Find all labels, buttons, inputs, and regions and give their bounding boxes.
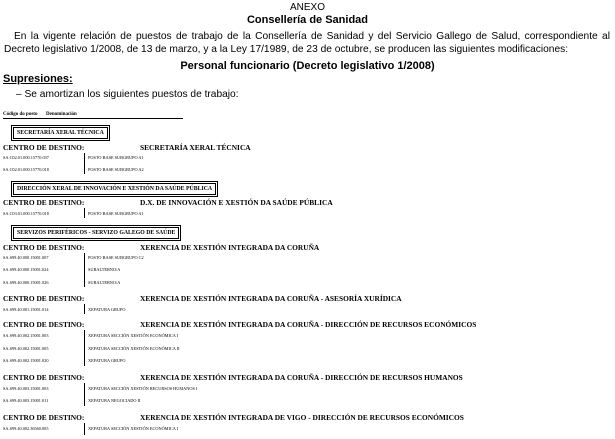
centre-name: XERENCIA DE XESTIÓN INTEGRADA DA CORUÑA - DIRECCIÓN DE RECURSOS ECONÓMICOS (140, 320, 477, 329)
centre-label: CENTRO DE DESTINO: (3, 294, 85, 303)
section-title: Personal funcionario (Decreto legislativo 1/2008) (180, 60, 435, 72)
centre-label: CENTRO DE DESTINO: (3, 143, 85, 152)
centre-name: XERENCIA DE XESTIÓN INTEGRADA DA CORUÑA - ASESORÍA XURÍDICA (140, 294, 402, 303)
unit-box-innovacion: DIRECCIÓN XERAL DE INNOVACIÓN E XESTIÓN DA SAÚDE PÚBLICA (13, 183, 216, 195)
column-separator (84, 304, 85, 314)
post-code: SA.S99.40.002.15001.003 (3, 333, 49, 338)
post-name: POSTO BASE SUBGRUPO A1 (88, 155, 144, 160)
post-name: SUBALTERNO/A (88, 280, 121, 285)
column-separator (84, 153, 85, 174)
centre-name: SECRETARÍA XERAL TÉCNICA (140, 143, 251, 152)
post-name: POSTO BASE SUBGRUPO C2 (88, 255, 144, 260)
centre-label: CENTRO DE DESTINO: (3, 373, 85, 382)
column-header-code: Código do posto (3, 112, 38, 117)
column-separator (84, 383, 85, 406)
post-code: SA.S99.40.002.15001.020 (3, 358, 49, 363)
post-code: SA.S99.40.002.36560.005 (3, 426, 49, 431)
centre-name: XERENCIA DE XESTIÓN INTEGRADA DA CORUÑA - DIRECCIÓN DE RECURSOS HUMANOS (140, 373, 463, 382)
post-name: SUBALTERNO/A (88, 267, 121, 272)
centre-name: XERENCIA DE XESTIÓN INTEGRADA DE VIGO - DIRECCIÓN DE RECURSOS ECONÓMICOS (140, 413, 464, 422)
post-code: SA.S99.40.001.15001.014 (3, 307, 49, 312)
post-code: SA.S99.40.000.15001.024 (3, 267, 49, 272)
post-name: XEFATURA GRUPO (88, 358, 126, 363)
centre-label: CENTRO DE DESTINO: (3, 413, 85, 422)
centre-label: CENTRO DE DESTINO: (3, 320, 85, 329)
column-separator (84, 423, 85, 435)
post-code: SA.C02.01.000.15770.018 (3, 167, 49, 172)
column-header-rule (3, 118, 183, 119)
post-code: SA.S99.40.000.15001.007 (3, 255, 49, 260)
post-code: SA.C03.01.000.15770.018 (3, 211, 49, 216)
column-separator (84, 330, 85, 366)
intro-paragraph: En la vigente relación de puestos de trabajo de la Consellería de Sanidad y del Servicio Gallego de Salud, correspondiente al Decreto legislativo 1/2008, de 13 de marzo, y a la Ley 17/1989, de 23 de octubre, se producen las siguientes modificaciones: (4, 31, 610, 55)
post-name: XEFATURA GRUPO (88, 307, 126, 312)
post-name: XEFATURA SECCIÓN XESTIÓN ECONÓMICA I (88, 426, 179, 431)
post-name: POSTO BASE SUBGRUPO A2 (88, 167, 144, 172)
annex-title: ANEXO (289, 2, 325, 13)
post-name: XEFATURA SECCIÓN XESTIÓN ECONÓMICA II (88, 346, 180, 351)
centre-name: D.X. DE INNOVACIÓN E XESTIÓN DA SAÚDE PÚBLICA (140, 198, 333, 207)
centre-label: CENTRO DE DESTINO: (3, 243, 85, 252)
post-name: POSTO BASE SUBGRUPO A1 (88, 211, 144, 216)
supresiones-colon: : (69, 73, 73, 85)
column-separator (84, 253, 85, 287)
amortize-line: – Se amortizan los siguientes puestos de trabajo: (16, 89, 239, 100)
post-code: SA.C02.01.000.15770.037 (3, 155, 49, 160)
department-title: Consellería de Sanidad (246, 14, 369, 26)
post-code: SA.S99.40.003.15001.003 (3, 386, 49, 391)
post-code: SA.S99.40.000.15001.026 (3, 280, 49, 285)
centre-name: XERENCIA DE XESTIÓN INTEGRADA DA CORUÑA (140, 243, 320, 252)
column-separator (84, 208, 85, 218)
post-name: XEFATURA SECCIÓN XESTIÓN RECURSOS HUMANOS I (88, 386, 198, 391)
column-header-name: Denominación (46, 112, 77, 117)
post-name: XEFATURA NEGOCIADO II (88, 398, 141, 403)
centre-label: CENTRO DE DESTINO: (3, 198, 85, 207)
post-name: XEFATURA SECCIÓN XESTIÓN ECONÓMICA I (88, 333, 179, 338)
unit-box-secretaria: SECRETARÍA XERAL TÉCNICA (13, 127, 108, 139)
unit-box-servizos-perifericos: SERVIZOS PERIFÉRICOS - SERVIZO GALEGO DE SAÚDE (13, 227, 179, 239)
post-code: SA.S99.40.003.15001.011 (3, 398, 49, 403)
supresiones-heading (3, 73, 73, 85)
post-code: SA.S99.40.002.15001.005 (3, 346, 49, 351)
supresiones-label: Supresiones (3, 73, 70, 85)
